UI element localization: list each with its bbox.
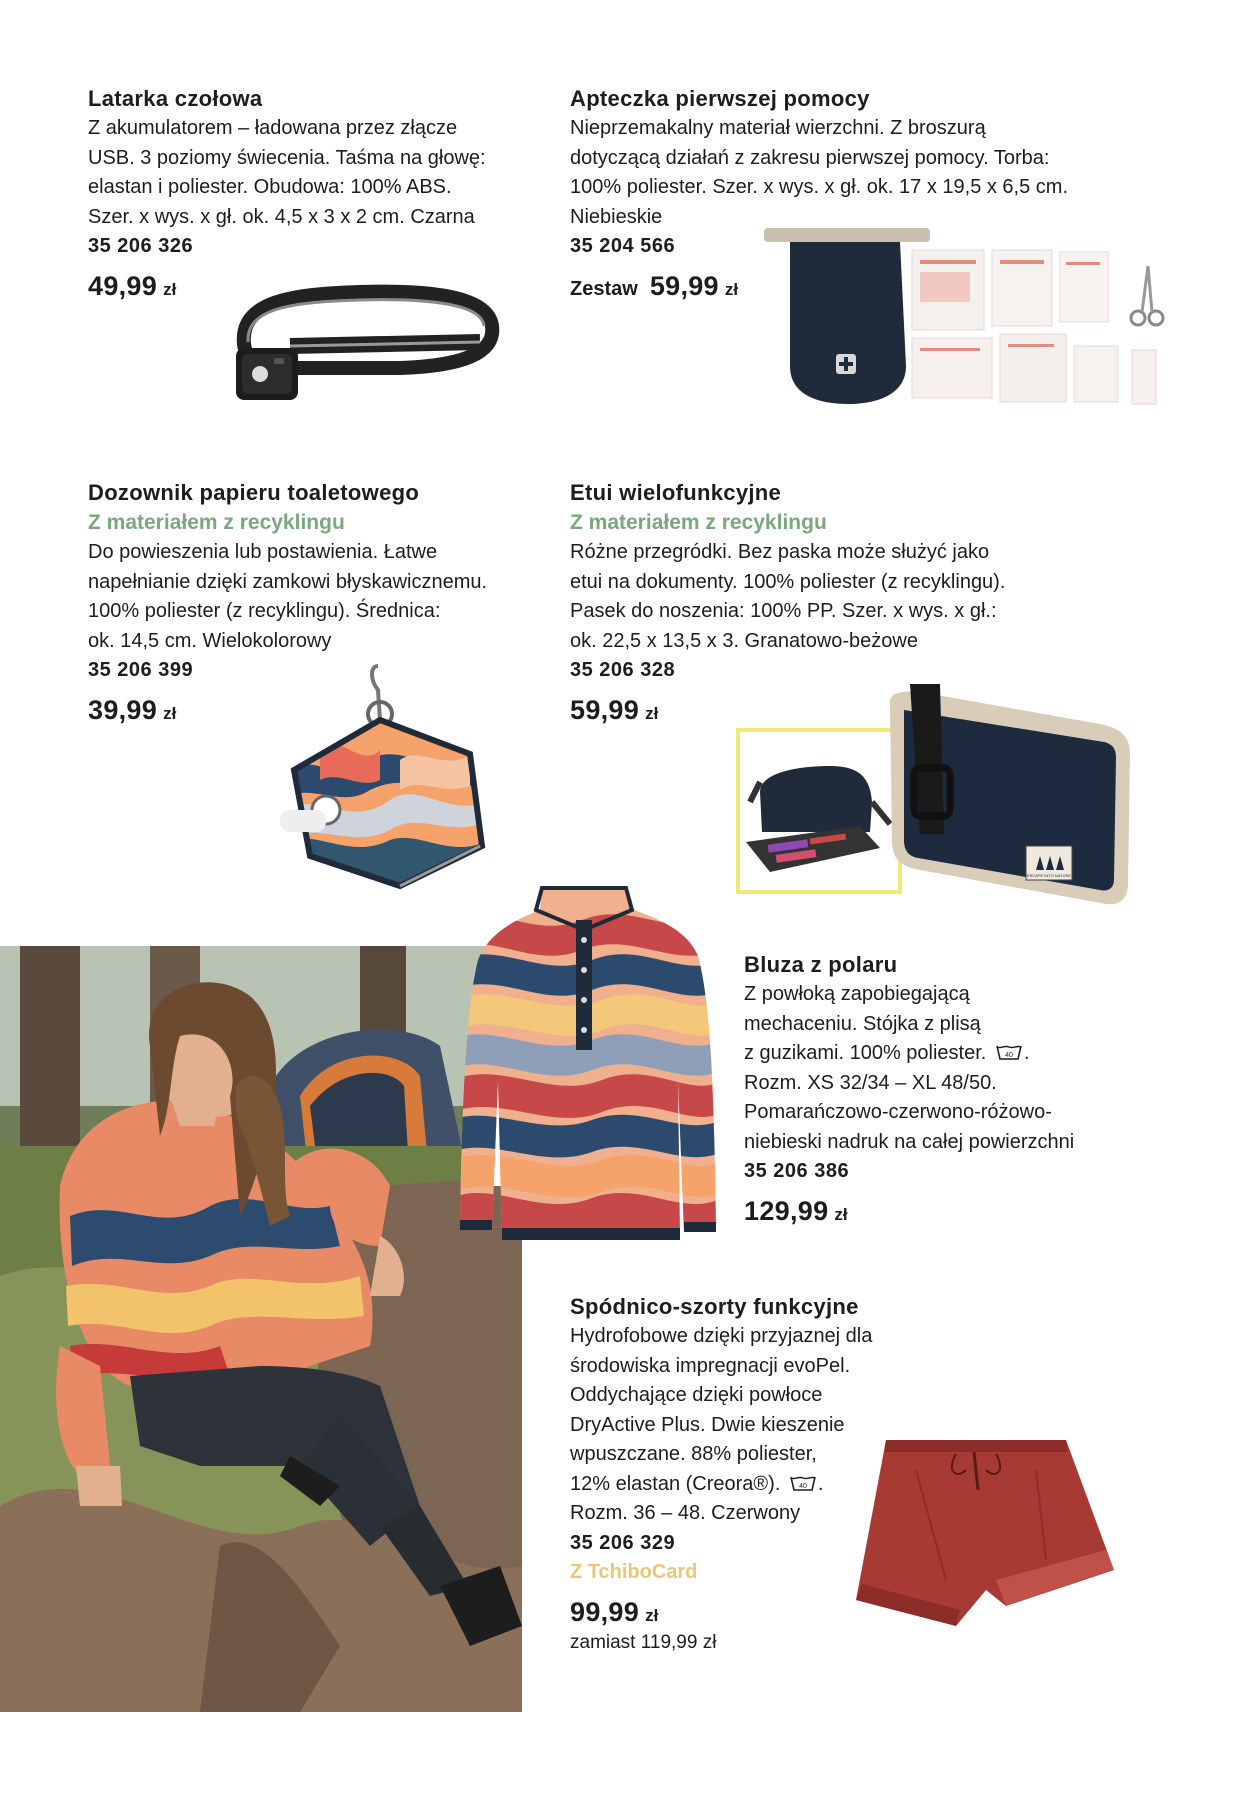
product-title: Spódnico-szorty funkcyjne: [570, 1294, 859, 1319]
product-description: Z powłoką zapobiegającą mechaceniu. Stójka z plisą z guzikami. 100% poliester. 40 . Rozm. XS 32/34 – XL 48/50. Pomarańczowo-czerwono-różowo- niebieski nadruk na całej powierzchni: [744, 983, 1075, 1153]
product-price: 99,99: [570, 1596, 640, 1627]
price-prefix: Zestaw: [570, 278, 638, 300]
currency: zł: [834, 1205, 848, 1224]
product-title: Bluza z polaru: [744, 952, 898, 977]
lifestyle-photo: [0, 946, 522, 1712]
product-title: Latarka czołowa: [88, 86, 263, 111]
product-description: Różne przegródki. Bez paska może służyć jako etui na dokumenty. 100% poliester (z recyklingu). Pasek do noszenia: 100% PP. Szer. x wys. x gł.: ok. 22,5 x 13,5 x 3. Granatowo-beżowe: [570, 541, 1006, 652]
currency: zł: [163, 704, 177, 723]
product-fleece: [744, 950, 1164, 1227]
svg-text:40: 40: [1005, 1052, 1013, 1059]
recycled-badge: Z materiałem z recyklingu: [570, 511, 827, 534]
product-description: Z akumulatorem – ładowana przez złącze USB. 3 poziomy świecenia. Taśma na głowę: elastan i poliester. Obudowa: 100% ABS. Szer. x wys. x gł. ok. 4,5 x 3 x 2 cm. Czarna: [88, 117, 486, 228]
product-headlamp: [88, 84, 548, 302]
patch-label: ESCAPE INTO NATURE: [1026, 873, 1072, 878]
product-description: Do powieszenia lub postawienia. Łatwe napełnianie dzięki zamkowi błyskawicznemu. 100% poliester (z recyklingu). Średnica: ok. 14,5 cm. Wielokolorowy: [88, 541, 488, 652]
pouch-image: [880, 684, 1138, 916]
currency: zł: [163, 280, 177, 299]
first-aid-kit-image: [760, 226, 1170, 410]
product-price: 59,99: [649, 271, 719, 301]
skort-image: [856, 1430, 1118, 1632]
product-sku: 35 206 399: [88, 659, 194, 681]
headlamp-image: [230, 282, 500, 420]
product-price: 59,99: [570, 695, 640, 725]
wash-40-icon: [996, 1044, 1022, 1061]
product-price: 39,99: [88, 695, 158, 725]
previous-price: zamiast 119,99 zł: [570, 1631, 717, 1653]
product-price: 129,99: [744, 1196, 829, 1226]
product-sku: 35 204 566: [570, 235, 676, 257]
product-sku: 35 206 328: [570, 659, 676, 681]
tchibocard-badge: Z TchiboCard: [570, 1560, 698, 1583]
product-description: Nieprzemakalny materiał wierzchni. Z broszurą dotyczącą działań z zakresu pierwszej pomocy. Torba: 100% poliester. Szer. x wys. x gł. ok. 17 x 19,5 x 6,5 cm. Niebieskie: [570, 117, 1069, 228]
fleece-image: [452, 880, 722, 1252]
recycled-badge: Z materiałem z recyklingu: [88, 511, 345, 534]
product-sku: 35 206 329: [570, 1531, 676, 1554]
product-title: Apteczka pierwszej pomocy: [570, 86, 870, 111]
svg-text:40: 40: [799, 1482, 807, 1490]
price-row: [744, 1196, 1164, 1227]
currency: zł: [645, 1605, 659, 1625]
pouch-open-image: [740, 732, 898, 890]
product-title: Dozownik papieru toaletowego: [88, 480, 420, 505]
dispenser-image: [280, 660, 490, 896]
product-sku: 35 206 326: [88, 235, 194, 257]
pouch-inset-frame: [736, 728, 902, 894]
wash-40-icon: [790, 1475, 816, 1492]
product-description: Hydrofobowe dzięki przyjaznej dla środowiska impregnacji evoPel. Oddychające dzięki powłoce DryActive Plus. Dwie kieszenie wpuszczane. 88% poliester, 12% elastan (Creora®). 40 . Rozm. 36 – 48. Czerwony: [570, 1325, 873, 1524]
product-sku: 35 206 386: [744, 1160, 850, 1182]
product-price: 49,99: [88, 271, 158, 301]
currency: zł: [645, 704, 659, 723]
product-title: Etui wielofunkcyjne: [570, 480, 782, 505]
currency: zł: [724, 280, 739, 299]
